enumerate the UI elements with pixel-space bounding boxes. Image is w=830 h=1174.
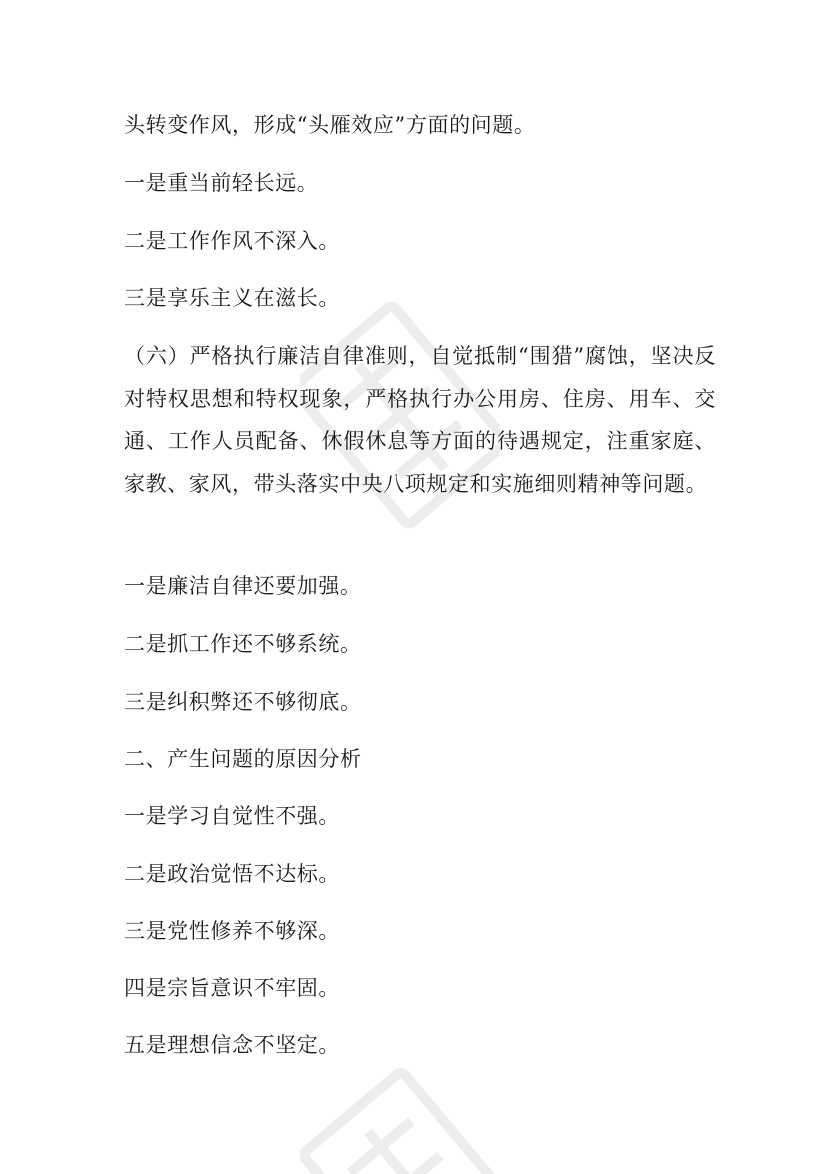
paragraph-line: 三是党性修养不够深。 xyxy=(124,919,340,943)
paragraph-line: 一是廉洁自律还要加强。 xyxy=(124,574,362,598)
section-six-paragraph: （六）严格执行廉洁自律准则，自觉抵制“围猎”腐蚀，坚决反对特权思想和特权现象，严格执行办公用房、住房、用车、交通、工作人员配备、休假休息等方面的待遇规定，注重家庭、家教、家风，带头落实中央八项规定和实施细则精神等问题。 xyxy=(124,344,716,496)
paragraph-line: 一是学习自觉性不强。 xyxy=(124,804,340,828)
paragraph-line: 头转变作风，形成“头雁效应”方面的问题。 xyxy=(124,113,536,137)
watermark-mark-lower xyxy=(300,1060,500,1174)
paragraph-line: 五是理想信念不坚定。 xyxy=(124,1033,340,1057)
paragraph-line: 一是重当前轻长远。 xyxy=(124,171,319,195)
section-heading: 二、产生问题的原因分析 xyxy=(124,747,362,771)
paragraph-line: 四是宗旨意识不牢固。 xyxy=(124,976,340,1000)
paragraph-line: 二是工作作风不深入。 xyxy=(124,229,340,253)
paragraph-line: 二是抓工作还不够系统。 xyxy=(124,632,362,656)
paragraph-line: 三是享乐主义在滋长。 xyxy=(124,286,340,310)
paragraph-line: 二是政治觉悟不达标。 xyxy=(124,862,340,886)
paragraph-line: 三是纠积弊还不够彻底。 xyxy=(124,690,362,714)
